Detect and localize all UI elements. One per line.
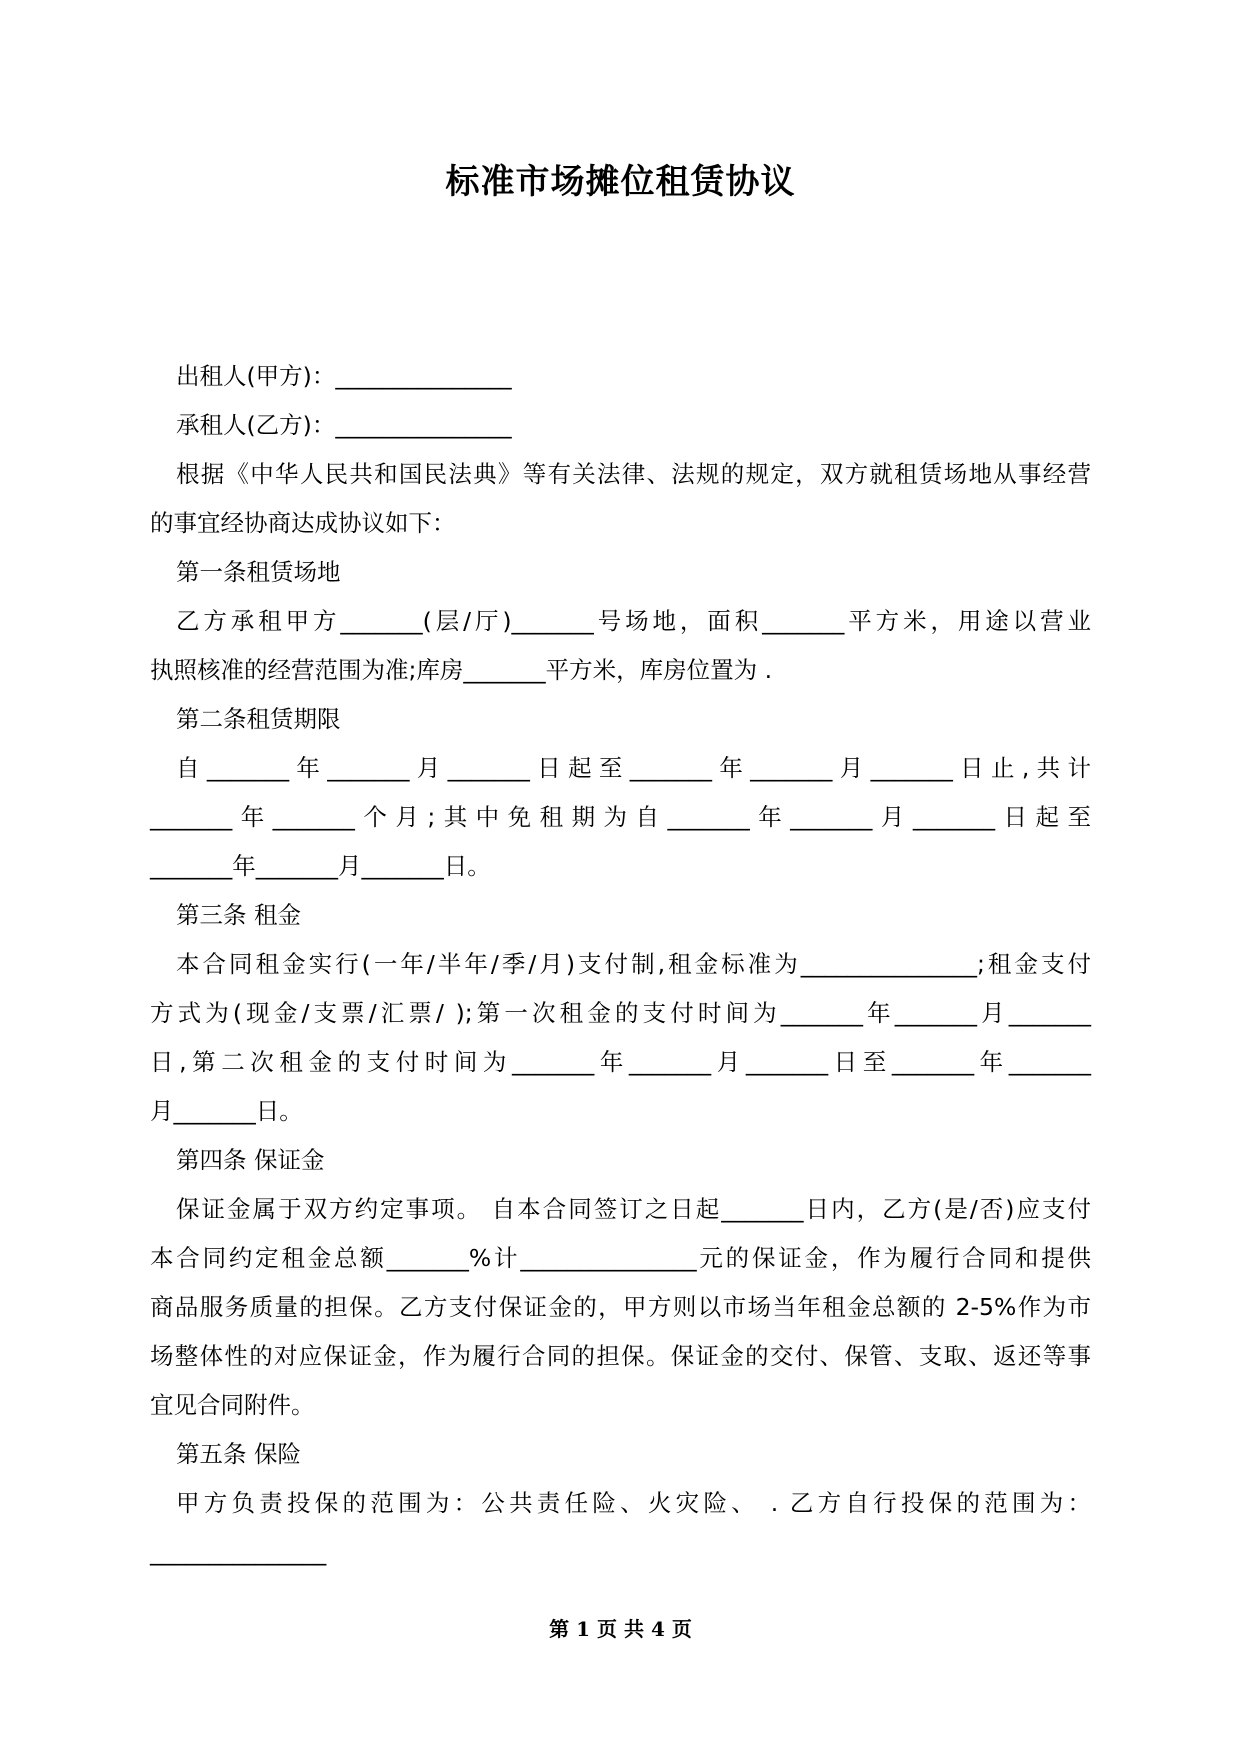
paragraph-line: 商品服务质量的担保。乙方支付保证金的，甲方则以市场当年租金总额的 2-5%作为市 [150,1293,1091,1321]
paragraph-line: 月_______日。 [150,1097,303,1125]
article-heading: 第二条租赁期限 [176,705,341,733]
paragraph-line: _______________ [150,1538,327,1566]
paragraph-line: 场整体性的对应保证金，作为履行合同的担保。保证金的交付、保管、支取、返还等事 [150,1342,1091,1370]
document-body [150,352,1091,1577]
paragraph-line: 保证金属于双方约定事项。 自本合同签订之日起_______日内，乙方(是/否)应支付 [176,1195,1091,1223]
article-heading: 第一条租赁场地 [176,558,341,586]
page-number: 第 1 页 共 4 页 [549,1617,692,1641]
lessor-line: 出租人(甲方)：_______________ [176,362,512,390]
article-heading: 第三条 租金 [176,901,301,929]
paragraph-line: 自_______年_______月_______日起至_______年_______月_______日止,共计 [176,754,1091,782]
paragraph-line: 宜见合同附件。 [150,1391,315,1419]
paragraph-line: 本合同租金实行(一年/半年/季/月)支付制,租金标准为_______________;租金支付 [176,950,1091,978]
document-title: 标准市场摊位租赁协议 [445,162,796,202]
paragraph-line: 日,第二次租金的支付时间为_______年_______月_______日至_______年_______ [150,1048,1091,1076]
paragraph-line: 执照核准的经营范围为准;库房_______平方米，库房位置为 . [150,656,773,684]
paragraph-line: 根据《中华人民共和国民法典》等有关法律、法规的规定，双方就租赁场地从事经营 [176,460,1091,488]
paragraph-line: _______年_______个月;其中免租期为自_______年_______月_______日起至 [150,803,1091,831]
paragraph-line: 方式为(现金/支票/汇票/ );第一次租金的支付时间为_______年_______月_______ [150,999,1091,1027]
paragraph-line: 的事宜经协商达成协议如下： [150,509,456,537]
paragraph-line: 本合同约定租金总额_______%计_______________元的保证金，作为履行合同和提供 [150,1244,1091,1272]
article-heading: 第五条 保险 [176,1440,301,1468]
paragraph-line: _______年_______月_______日。 [150,852,491,880]
lessee-line: 承租人(乙方)：_______________ [176,411,512,439]
paragraph-line: 甲方负责投保的范围为：公共责任险、火灾险、 . 乙方自行投保的范围为： [176,1489,1091,1517]
article-heading: 第四条 保证金 [176,1146,325,1174]
paragraph-line: 乙方承租甲方_______(层/厅)_______号场地，面积_______平方米，用途以营业 [176,607,1091,635]
